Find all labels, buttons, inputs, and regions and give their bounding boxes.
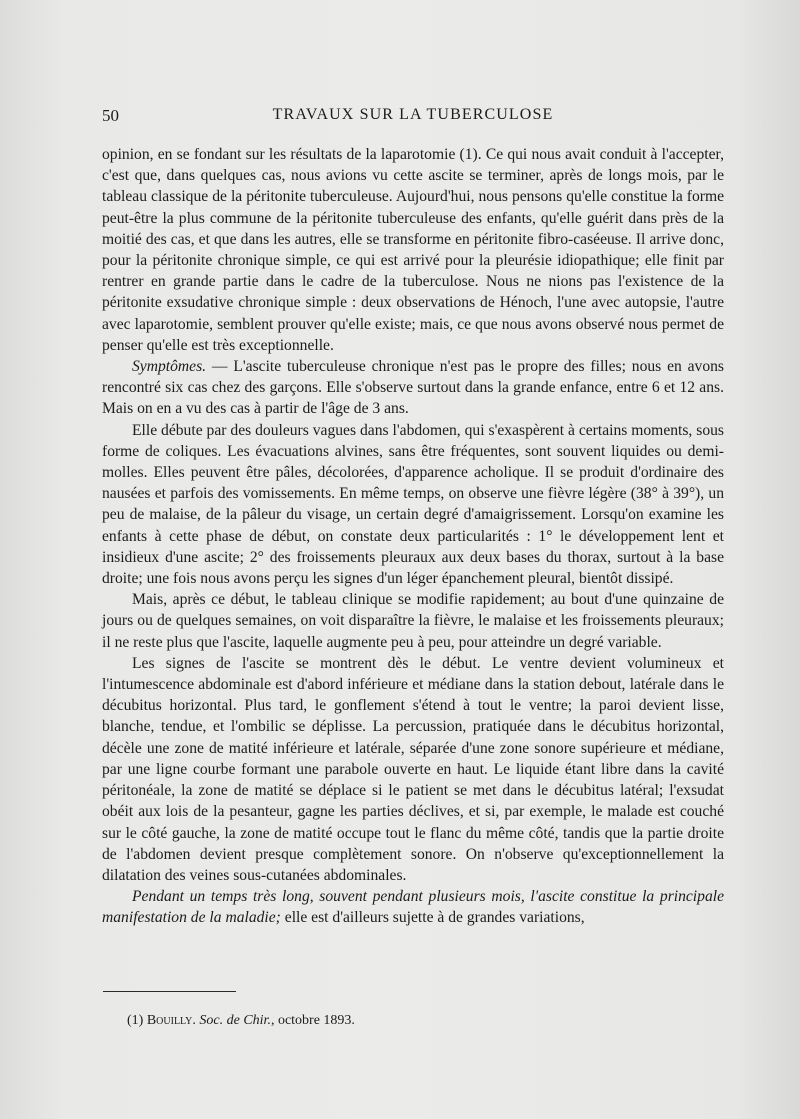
footnote: (1) Bouilly. Soc. de Chir., octobre 1893. (127, 1013, 355, 1028)
page-header (102, 106, 724, 130)
footnote-author: Bouilly. (146, 1013, 196, 1028)
footnote-rule (103, 991, 236, 992)
paragraph: Mais, après ce début, le tableau clinique se modifie rapidement; au bout d'une quinzaine de jours ou de quelques semaines, on voit disparaître la fièvre, le malaise et les froissements pleuraux; il ne reste plus que l'ascite, laquelle augmente peu à peu, pour atteindre un degré variable. (102, 591, 724, 651)
emphasis-text: Pendant un temps très long, souvent pendant plusieurs mois, l'ascite constitue la principale manifestation de la maladie; (102, 888, 724, 927)
page-number: 50 (102, 106, 119, 125)
paragraph: Symptômes. — L'ascite tuberculeuse chronique n'est pas le propre des filles; nous en avons rencontré six cas chez des garçons. Elle s'observe surtout dans la grande enfance, entre 6 et 12 ans. Mais on en a vu des cas à partir de l'âge de 3 ans. (102, 358, 724, 418)
section-heading: Symptômes. (132, 358, 207, 376)
running-title: TRAVAUX SUR LA TUBERCULOSE (272, 106, 554, 123)
paragraph: Les signes de l'ascite se montrent dès le début. Le ventre devient volumineux et l'intumescence abdominale est d'abord inférieure et médiane dans la station debout, latérale dans le décubitus horizontal. Plus tard, le gonflement s'étend à tout le ventre; la paroi devient lisse, blanche, tendue, et l'ombilic se déplisse. La percussion, pratiquée dans le décubitus horizontal, décèle une zone de matité inférieure et latérale, séparée d'une zone sonore supérieure et médiane, par une ligne courbe formant une parabole ouverte en haut. Le liquide étant libre dans la cavité péritonéale, la zone de matité se déplace si le patient se met dans le décubitus latéral; l'exsudat obéit aux lois de la pesanteur, gagne les parties déclives, et si, par exemple, le malade est couché sur le côté gauche, la zone de matité occupe tout le flanc du même côté, tandis que la partie droite de l'abdomen devient presque complètement sonore. On n'observe qu'exceptionnellement la dilatation des veines sous-cutanées abdominales. (102, 654, 724, 884)
body-text (102, 144, 724, 929)
footnote-source: Soc. de Chir. (195, 1013, 271, 1028)
paragraph: Elle débute par des douleurs vagues dans l'abdomen, qui s'exaspèrent à certains moments, sous forme de coliques. Les évacuations alvines, sans être fréquentes, sont souvent liquides ou demi-molles. Elles peuvent être pâles, décolorées, d'apparence acholique. Il se produit d'ordinaire des nausées et parfois des vomissements. En même temps, on observe une fièvre légère (38° à 39°), un peu de malaise, de la pâleur du visage, un certain degré d'amaigrissement. Lorsqu'on examine les enfants à cette phase de début, on constate deux particularités : 1° le développement lent et insidieux d'une ascite; 2° des froissements pleuraux aux deux bases du thorax, surtout à la base droite; une fois nous avons perçu les signes d'un léger épanchement pleural, bientôt dissipé. (102, 421, 724, 588)
paragraph: opinion, en se fondant sur les résultats de la laparotomie (1). Ce qui nous avait conduit à l'accepter, c'est que, dans quelques cas, nous avions vu cette ascite se terminer, après de longs mois, par le tableau classique de la péritonite tuberculeuse. Aujourd'hui, nous pensons qu'elle constitue la forme peut-être la plus commune de la péritonite tuberculeuse des enfants, qu'elle guérit dans près de la moitié des cas, et que dans les autres, elle se transforme en péritonite fibro-caséeuse. Il arrive donc, pour la péritonite chronique simple, ce qui est arrivé pour la pleurésie idiopathique; elle finit par rentrer en grande partie dans le cadre de la tuberculose. Nous ne nions pas l'existence de la péritonite exsudative chronique simple : deux observations de Hénoch, l'une avec autopsie, l'autre avec laparotomie, semblent prouver qu'elle existe; mais, ce que nous avons observé nous permet de penser qu'elle est très exceptionnelle. (102, 146, 724, 354)
paragraph: Pendant un temps très long, souvent pendant plusieurs mois, l'ascite constitue la principale manifestation de la maladie; elle est d'ailleurs sujette à de grandes variations, (102, 888, 724, 927)
